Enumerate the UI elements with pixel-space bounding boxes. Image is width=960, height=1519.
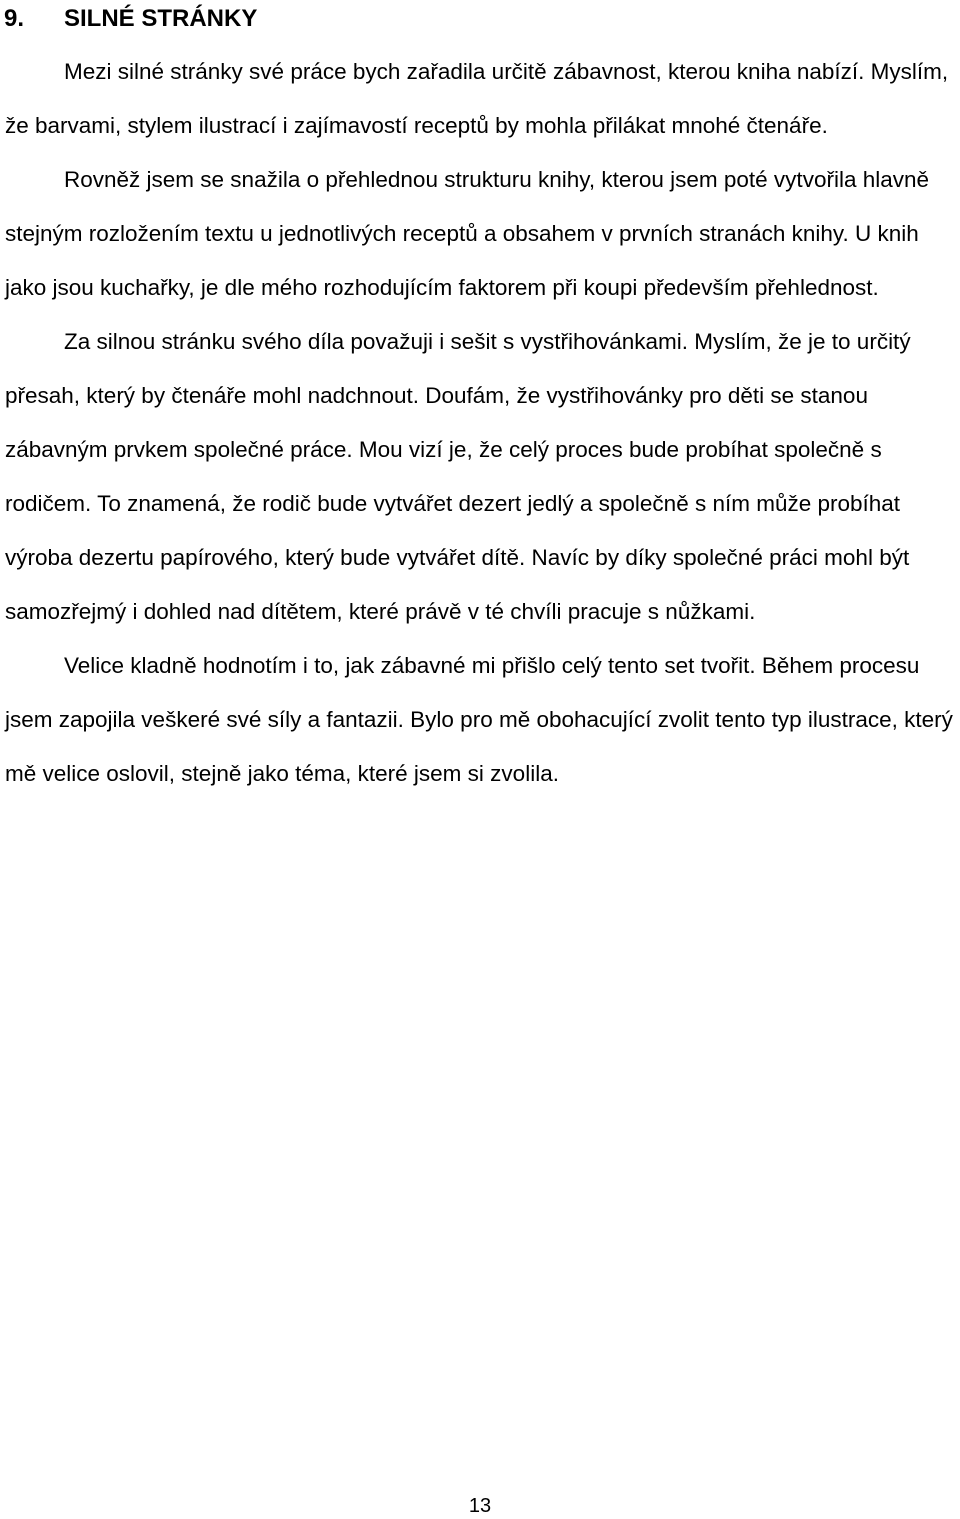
paragraph: Za silnou stránku svého díla považuji i sešit s vystřihovánkami. Myslím, že je to určitý přesah, který by čtenáře mohl nadchnout. Doufám, že vystřihovánky pro děti se stanou zábavným prvkem společné práce. Mou vizí je, že celý proces bude probíhat společně s rodičem. To znamená, že rodič bude vytvářet dezert jedlý a společně s ním může probíhat výroba dezertu papírového, který bude vytvářet dítě. Navíc by díky společné práci mohl být samozřejmý i dohled nad dítětem, které právě v té chvíli pracuje s nůžkami. — [5, 329, 911, 624]
body-text — [5, 45, 957, 801]
page-number: 13 — [468, 1495, 492, 1517]
paragraph: Velice kladně hodnotím i to, jak zábavné mi přišlo celý tento set tvořit. Během procesu jsem zapojila veškeré své síly a fantazii. Bylo pro mě obohacující zvolit tento typ ilustrace, který mě velice oslovil, stejně jako téma, které jsem si zvolila. — [5, 653, 953, 786]
paragraph: Rovněž jsem se snažila o přehlednou strukturu knihy, kterou jsem poté vytvořila hlavně stejným rozložením textu u jednotlivých receptů a obsahem v prvních stranách knihy. U knih jako jsou kuchařky, je dle mého rozhodujícím faktorem při koupi především přehlednost. — [5, 167, 930, 300]
section-heading — [4, 2, 257, 36]
section-number: 9. — [4, 5, 25, 32]
section-title: SILNÉ STRÁNKY — [64, 5, 258, 32]
paragraph: Mezi silné stránky své práce bych zařadila určitě zábavnost, kterou kniha nabízí. Myslím, že barvami, stylem ilustrací i zajímavostí receptů by mohla přilákat mnohé čtenáře. — [5, 59, 949, 138]
